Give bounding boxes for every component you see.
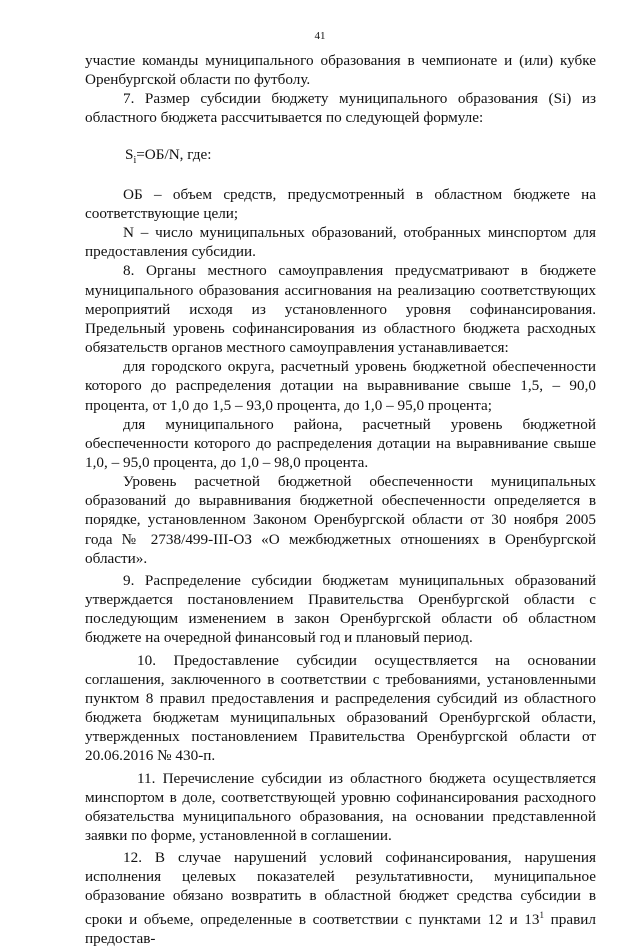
definition-ob: ОБ – объем средств, предусмотренный в областном бюджете на соответствующие цели; xyxy=(85,185,596,222)
formula-subscript: i xyxy=(133,154,137,166)
paragraph-12-superscript: 1 xyxy=(539,909,544,920)
formula-rest: =ОБ/N, где: xyxy=(136,145,212,163)
document-body xyxy=(85,51,596,948)
page-number: 41 xyxy=(314,30,326,42)
paragraph-8: 8. Органы местного самоуправления предусматривают в бюджете муниципального образования ассигнования на реализацию соответствующих мероприятий исходя из установленного уровня софинансирования. Предельный уровень софинансирования из областного бюджета расходных обязательств органов местного самоуправления устанавливается: xyxy=(85,262,596,357)
paragraph-9: 9. Распределение субсидии бюджетам муниципальных образований утверждается постановлением Правительства Оренбургской области с последующим изменением в закон Оренбургской области об областном бюджете на очередной финансовый год и плановый период. xyxy=(85,571,596,647)
paragraph-11: 11. Перечисление субсидии из областного бюджета осуществляется минспортом в доле, соответствующей уровню софинансирования расходного обязательства муниципального образования, на основании представленной заявки по форме, установленной в соглашении. xyxy=(85,769,596,844)
definition-n: N – число муниципальных образований, отобранных минспортом для предоставления субсидии. xyxy=(85,224,596,261)
paragraph-intro: участие команды муниципального образования в чемпионате и (или) кубке Оренбургской области по футболу. xyxy=(85,52,596,89)
paragraph-12 xyxy=(85,848,596,948)
paragraph-8-city: для городского округа, расчетный уровень бюджетной обеспеченности которого до распределения дотации на выравнивание свыше 1,5, – 90,0 процента, от 1,0 до 1,5 – 93,0 процента, до 1,0 – 95,0 процента; xyxy=(85,358,596,414)
paragraph-12-tail: правил предостав- xyxy=(85,910,597,947)
formula-s: S xyxy=(125,145,134,163)
formula xyxy=(85,145,596,170)
paragraph-7: 7. Размер субсидии бюджету муниципального образования (Si) из областного бюджета рассчитывается по следующей формуле: xyxy=(85,90,596,127)
paragraph-8-district: для муниципального района, расчетный уровень бюджетной обеспеченности которого до распределения дотации на выравнивание свыше 1,0, – 95,0 процента, до 1,0 – 98,0 процента. xyxy=(85,415,596,471)
paragraph-8-level: Уровень расчетной бюджетной обеспеченности муниципальных образований до выравнивания бюджетной обеспеченности определяется в порядке, установленном Законом Оренбургской области от 30 ноября 2005 года № 2738/499-III-ОЗ «О межбюджетных отношениях в Оренбургской области». xyxy=(85,473,596,567)
paragraph-10: 10. Предоставление субсидии осуществляется на основании соглашения, заключенного в соответствии с требованиями, установленными пунктом 8 правил предоставления и распределения субсидий из областного бюджета бюджетам муниципальных образований Оренбургской области, утвержденных постановлением Правительства Оренбургской области от 20.06.2016 № 430-п. xyxy=(85,651,596,765)
paragraph-12-text: 12. В случае нарушений условий софинансирования, нарушения исполнения целевых показателей результативности, муниципальное образование обязано возвратить в областной бюджет средства субсидии в сроки и объеме, определенные в соответствии с пунктами 12 и 13 xyxy=(85,849,596,928)
